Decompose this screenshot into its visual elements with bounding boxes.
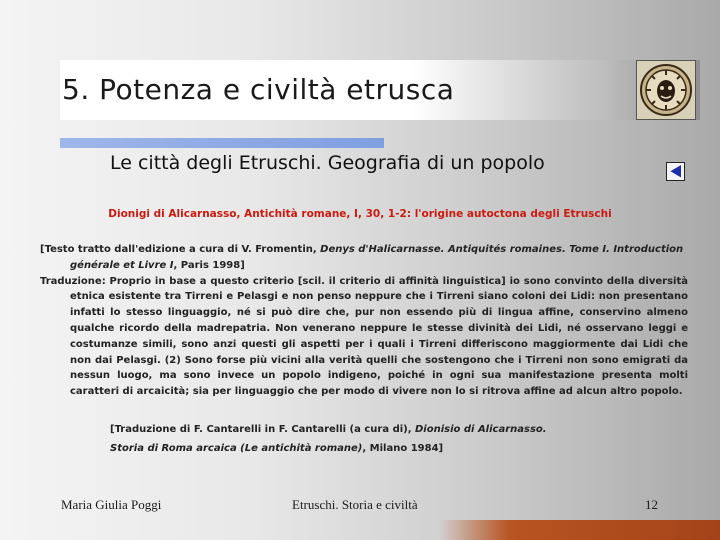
edition-prefix: [Testo tratto dall'edizione a cura di V. Fromentin, [40,244,321,255]
note-prefix: [Traduzione di F. Cantarelli in F. Cantarelli (a cura di), [110,424,415,435]
edition-title: Denys d'Halicarnasse. Antiquités romaines. Tome I. Introduction générale et Livre I [70,244,684,271]
back-arrow-icon [667,163,684,180]
note-title: Dionisio di Alicarnasso. Storia di Roma arcaica (Le antichità romane) [110,424,547,454]
edition-reference [40,242,688,274]
slide-title: 5. Potenza e civiltà etrusca [62,73,455,106]
source-citation: Dionigi di Alicarnasso, Antichità romane, I, 30, 1-2: l'origine autoctona degli Etruschi [108,208,612,220]
note-suffix: , Milano 1984] [362,443,444,454]
page-number: 12 [645,497,658,512]
etruscan-coin-emblem-icon [636,60,696,120]
accent-bar [60,138,384,148]
slide-subtitle: Le città degli Etruschi. Geografia di un popolo [110,152,545,174]
translation-paragraph: Traduzione: Proprio in base a questo criterio [scil. il criterio di affinità linguistica] io sono convinto della diversità etnica esistente tra Tirreni e Pelasgi e non penso neppure che i Tirreni siano coloni dei Lidi: non presentano infatti lo stesso linguaggio, né si può dire che, pur non essendo più di lingua affine, conservino almeno qualche ricordo della madrepatria. Non venerano neppure le stesse divinità dei Lidi, né osservano leggi e costumanze simili, sono anzi questi gli aspetti per i quali i Tirreni differiscono maggiormente dai Lidi che non dai Pelasgi. (2) Sono forse più vicini alla verità quelli che sostengono che i Tirreni non sono emigrati da nessun luogo, ma sono invece un popolo indigeno, poiché in ogni sua manifestazione presenta molti caratteri di arcaicità; sia per linguaggio che per modo di vivere non lo si ritrova affine ad alcun altro popolo. [40,275,688,398]
body-text [40,242,688,400]
footer-author: Maria Giulia Poggi [61,497,162,512]
back-button[interactable] [666,162,685,181]
translation-note [110,420,580,458]
footer-stripe [440,520,720,540]
footer-course: Etruschi. Storia e civiltà [292,497,418,512]
edition-suffix: , Paris 1998] [173,259,245,271]
